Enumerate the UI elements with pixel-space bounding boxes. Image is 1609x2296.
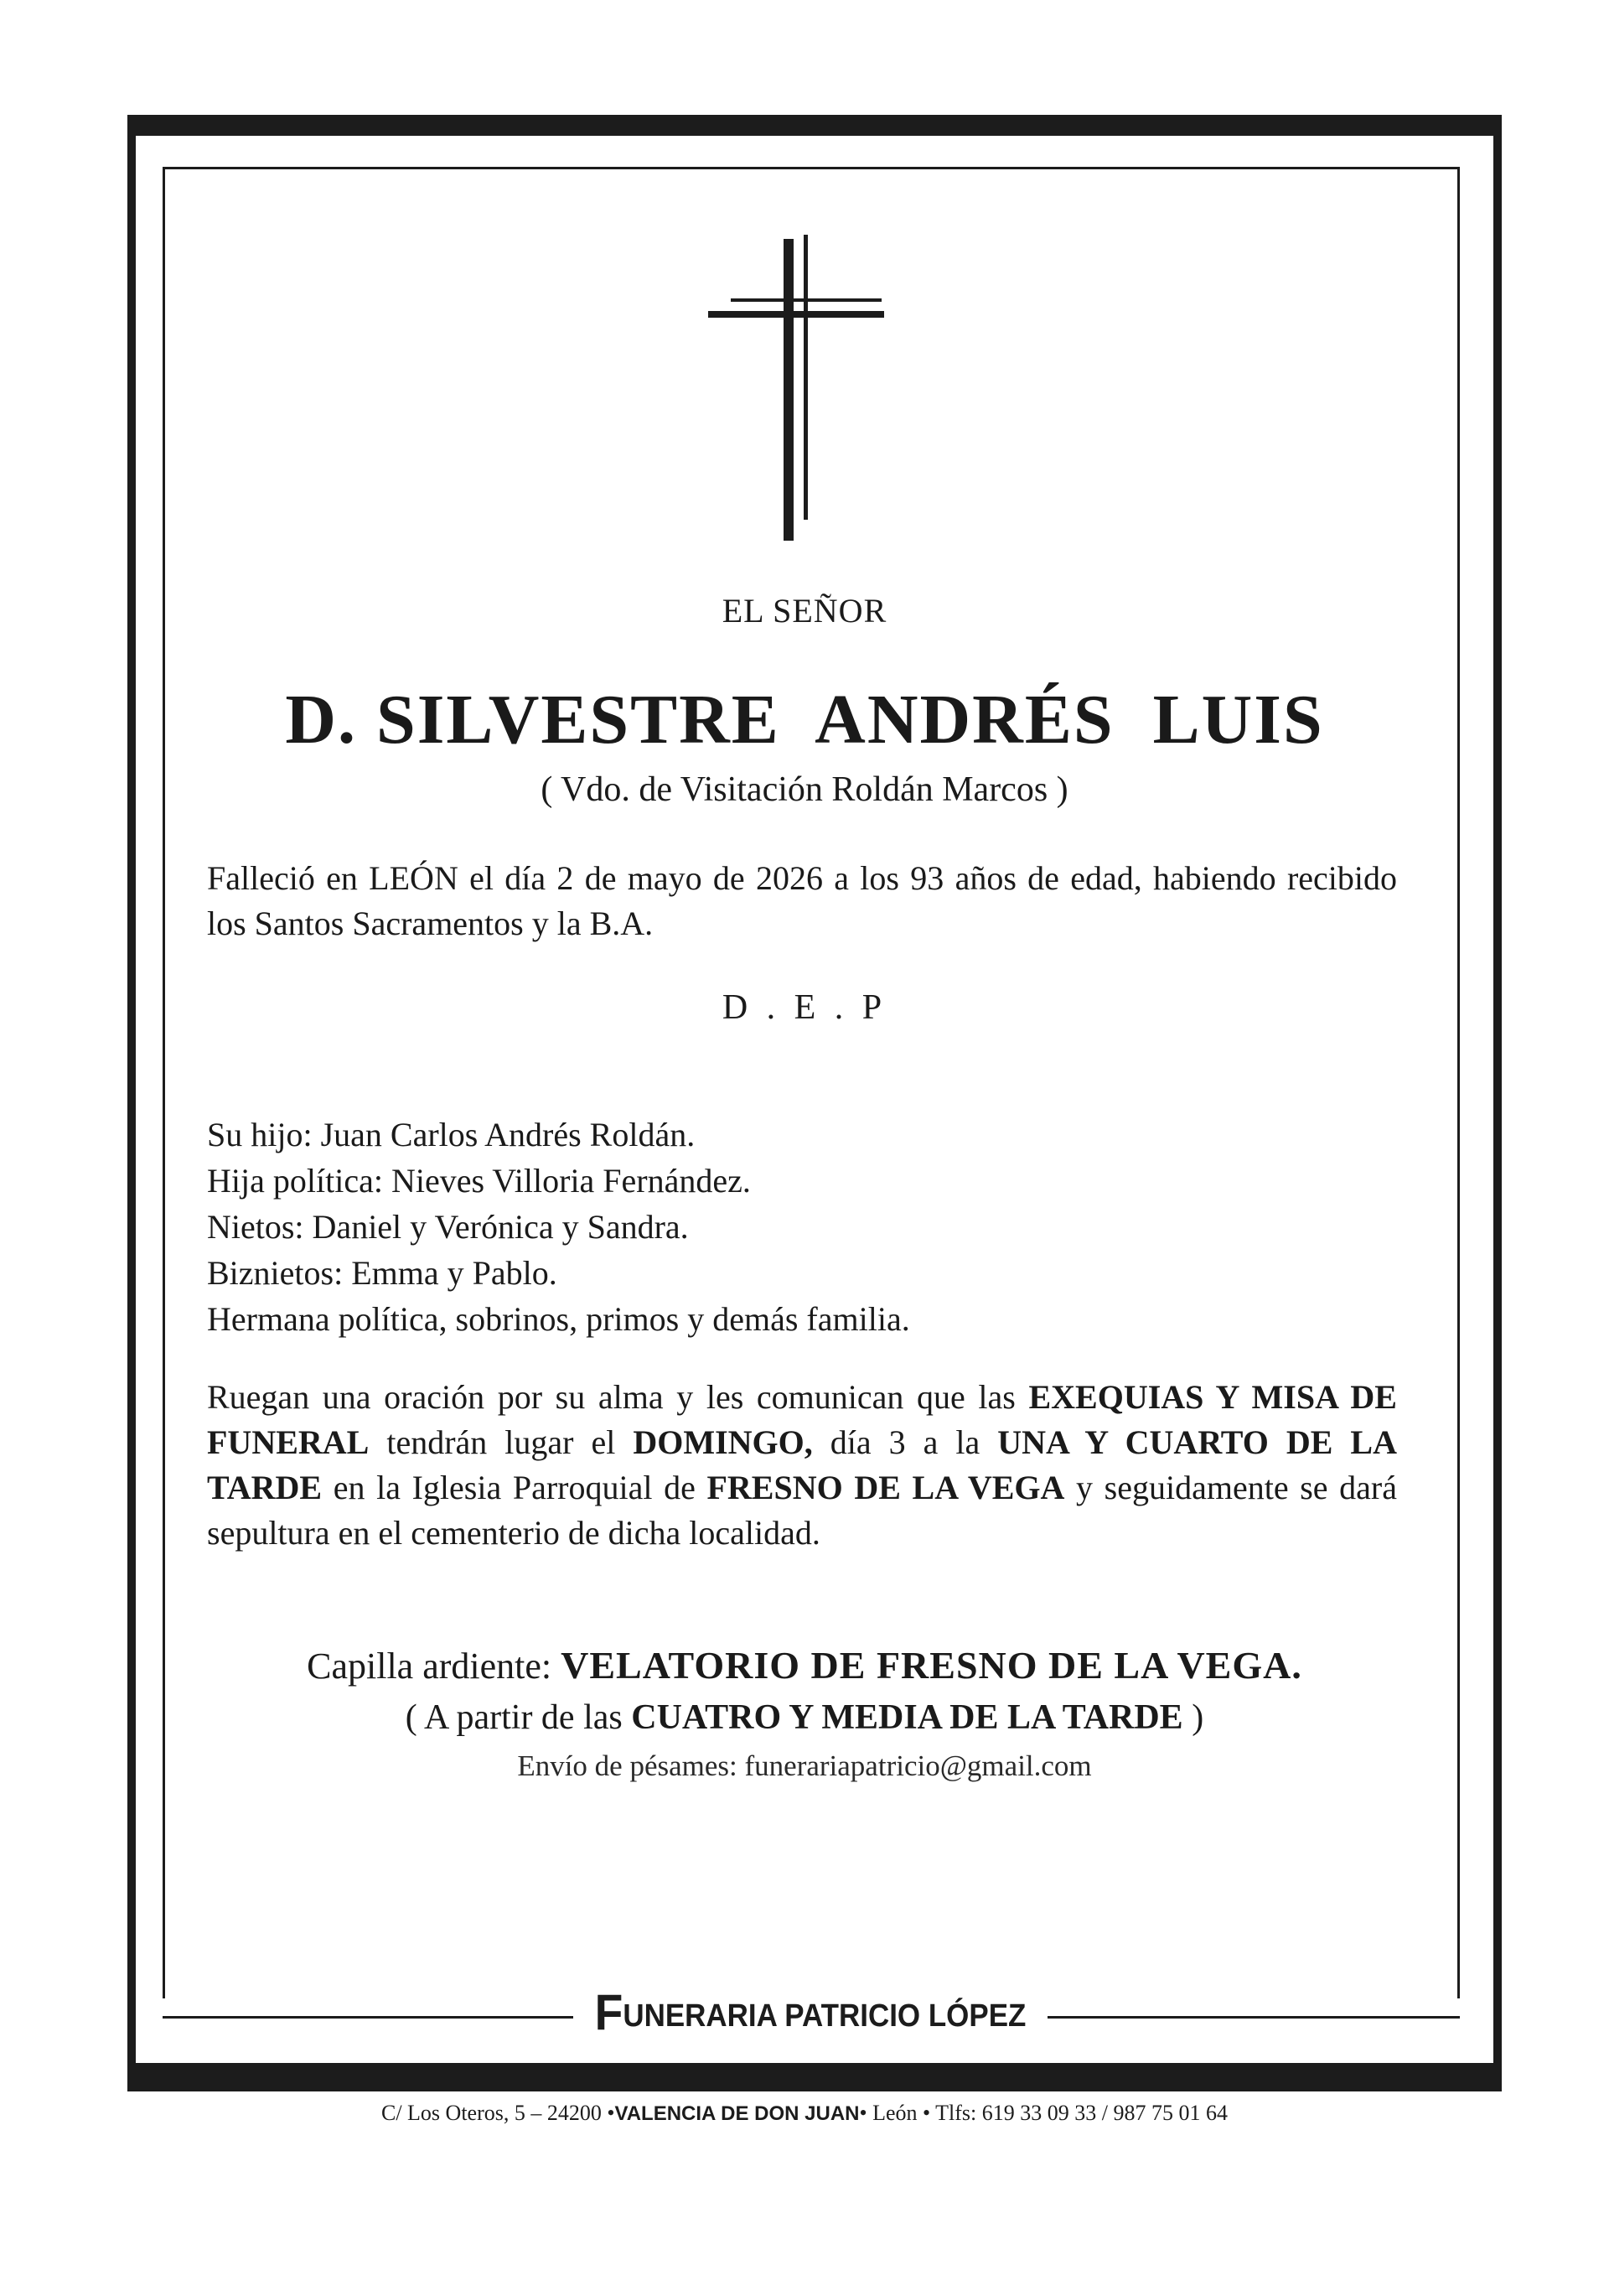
family-list xyxy=(207,1112,910,1342)
funeral-text-2: tendrán lugar el xyxy=(369,1423,634,1461)
death-paragraph: Falleció en LEÓN el día 2 de mayo de 2026 a los 93 años de edad, habiendo recibido los Santos Sacramentos y la B.A. xyxy=(207,859,1397,942)
chapel-time: CUATRO Y MEDIA DE LA TARDE xyxy=(631,1698,1183,1737)
footer-rule-right xyxy=(1048,2016,1460,2019)
funeral-bold-1: EXEQUIAS Y MISA DE FUNERAL xyxy=(207,1378,1397,1461)
chapel-time-line xyxy=(0,1697,1609,1738)
title-label: EL SEÑOR xyxy=(722,592,887,630)
deceased-name: D. SILVESTRE ANDRÉS LUIS xyxy=(285,681,1324,759)
chapel-time-open: ( A partir de las xyxy=(405,1698,632,1737)
family-line-son: Su hijo: Juan Carlos Andrés Roldán. xyxy=(207,1116,696,1153)
footer-rule-left xyxy=(163,2016,573,2019)
chapel-place: VELATORIO DE FRESNO DE LA VEGA. xyxy=(561,1644,1302,1687)
address-town: VALENCIA DE DON JUAN xyxy=(614,2102,860,2125)
footer-address xyxy=(0,2101,1609,2126)
chapel-time-close: ) xyxy=(1182,1698,1204,1737)
funeral-text-5: y seguidamente se dará sepultura en el cementerio de dicha localidad. xyxy=(207,1469,1398,1552)
family-line-great-grandchildren: Biznietos: Emma y Pablo. xyxy=(207,1254,557,1292)
address-street: C/ Los Oteros, 5 – 24200 • xyxy=(380,2101,615,2125)
family-line-others: Hermana política, sobrinos, primos y demás familia. xyxy=(207,1300,910,1338)
inner-border-line xyxy=(163,167,1460,2026)
funeral-text-1: Ruegan una oración por su alma y les comunican que las xyxy=(207,1378,1029,1416)
chapel-label: Capilla ardiente: xyxy=(307,1646,561,1687)
logo-initial: F xyxy=(594,1984,623,2040)
address-phones: • León • Tlfs: 619 33 09 33 / 987 75 01 64 xyxy=(859,2101,1228,2125)
funeral-bold-2: DOMINGO, xyxy=(633,1423,813,1461)
widow-of-line: ( Vdo. de Visitación Roldán Marcos ) xyxy=(541,770,1068,809)
condolences-line: Envío de pésames: funerariapatricio@gmail.com xyxy=(517,1749,1092,1782)
funeral-text-3: día 3 a la xyxy=(812,1423,998,1461)
chapel-line xyxy=(0,1643,1609,1687)
funeral-bold-3: UNA Y CUARTO DE LA TARDE xyxy=(207,1423,1397,1506)
family-line-daughter-in-law: Hija política: Nieves Villoria Fernández. xyxy=(207,1162,751,1200)
funeral-home-logo xyxy=(592,1983,1029,2041)
family-line-grandchildren: Nietos: Daniel y Verónica y Sandra. xyxy=(207,1208,689,1246)
funeral-bold-4: FRESNO DE LA VEGA xyxy=(706,1469,1065,1506)
logo-text: UNERARIA PATRICIO LÓPEZ xyxy=(623,1998,1027,2034)
dep-line: D . E . P xyxy=(722,988,887,1027)
funeral-text-4: en la Iglesia Parroquial de xyxy=(322,1469,707,1506)
funeral-paragraph xyxy=(207,1375,1397,1556)
